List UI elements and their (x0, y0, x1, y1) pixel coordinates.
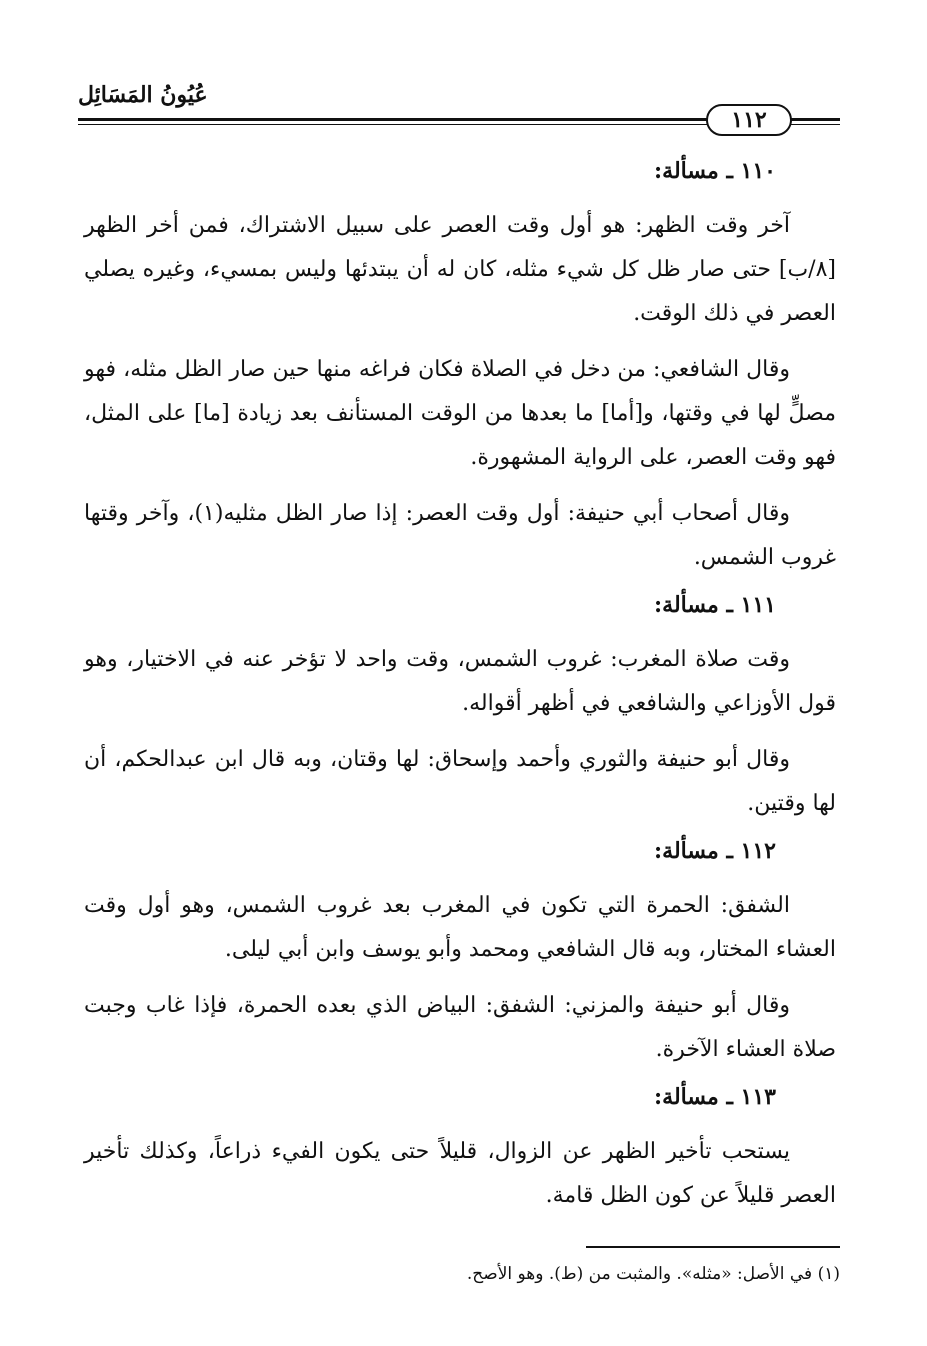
issue-heading: ١١١ ـ مسألة: (654, 592, 776, 618)
paragraph: وقال أبو حنيفة والمزني: الشفق: البياض الذي بعده الحمرة، فإذا غاب وجبت صلاة العشاء الآخرة. (84, 993, 836, 1062)
running-header-title: عُيُونُ المَسَائِل (78, 82, 208, 108)
page-number-badge (706, 104, 792, 136)
header-rule-right (790, 118, 840, 121)
paragraph: وقال الشافعي: من دخل في الصلاة فكان فراغه منها حين صار الظل مثله، فهو مصلٍّ لها في وقتها، و[أما] ما بعدها من الوقت المستأنف بعد زيادة [ما] على المثل، فهو وقت العصر، على الرواية المشهورة. (84, 357, 836, 470)
header-rule (78, 118, 708, 121)
paragraph: وقال أبو حنيفة والثوري وأحمد وإسحاق: لها وقتان، وبه قال ابن عبدالحكم، أن لها وقتين. (84, 747, 836, 816)
paragraph: وقت صلاة المغرب: غروب الشمس، وقت واحد لا تؤخر عنه في الاختيار، وهو قول الأوزاعي والشافعي في أظهر أقواله. (84, 647, 836, 716)
page-number: ١١٢ (731, 107, 767, 133)
paragraph: آخر وقت الظهر: هو أول وقت العصر على سبيل الاشتراك، فمن أخر الظهر [٨/ب] حتى صار ظل كل شيء مثله، كان له أن يبتدئها وليس بمسيء، وغيره يصلي العصر في ذلك الوقت. (84, 213, 836, 326)
footnote: (١) في الأصل: «مثله». والمثبت من (ط). وهو الأصح. (466, 1264, 840, 1284)
paragraph: الشفق: الحمرة التي تكون في المغرب بعد غروب الشمس، وهو أول وقت العشاء المختار، وبه قال الشافعي ومحمد وأبو يوسف وابن أبي ليلى. (84, 893, 836, 962)
header-rule-thin (78, 124, 708, 125)
main-text (84, 150, 836, 1230)
paragraph: يستحب تأخير الظهر عن الزوال، قليلاً حتى يكون الفيء ذراعاً، وكذلك تأخير العصر قليلاً عن كون الظل قامة. (84, 1139, 836, 1208)
header-rule-right-thin (790, 124, 840, 125)
issue-heading: ١١٣ ـ مسألة: (654, 1084, 776, 1110)
issue-heading: ١١٢ ـ مسألة: (654, 838, 776, 864)
issue-heading: ١١٠ ـ مسألة: (654, 158, 776, 184)
footnote-rule (586, 1246, 840, 1248)
paragraph: وقال أصحاب أبي حنيفة: أول وقت العصر: إذا صار الظل مثليه(١)، وآخر وقتها غروب الشمس. (84, 501, 836, 570)
